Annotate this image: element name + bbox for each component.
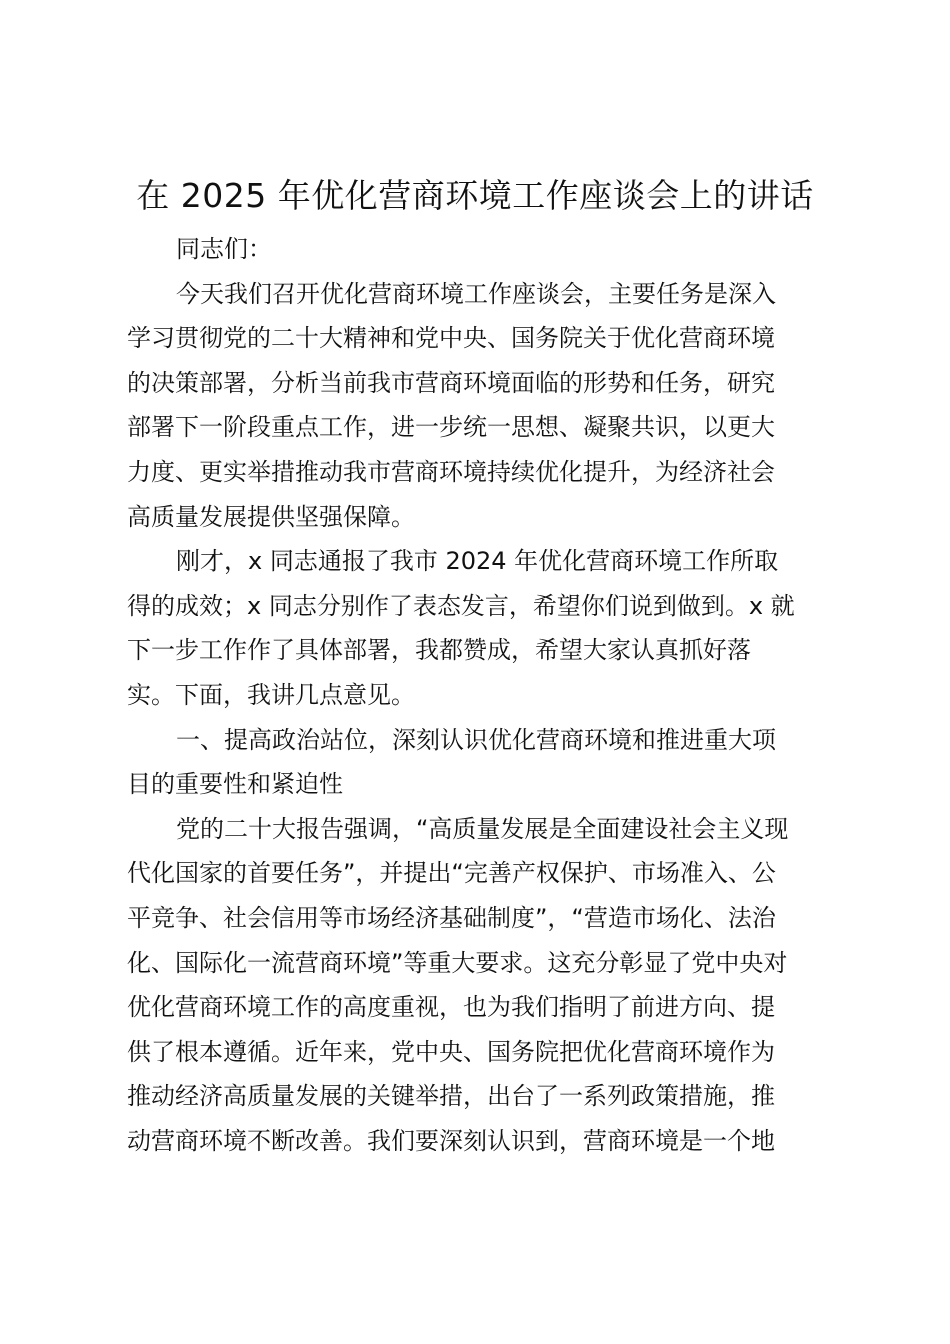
section-heading-line: 一、提高政治站位，深刻认识优化营商环境和推进重大项 bbox=[176, 725, 776, 754]
paragraph-line: 部署下一阶段重点工作，进一步统一思想、凝聚共识，以更大 bbox=[127, 413, 775, 442]
paragraph-line: 的决策部署，分析当前我市营商环境面临的形势和任务，研究 bbox=[127, 368, 775, 397]
paragraph-line: 学习贯彻党的二十大精神和党中央、国务院关于优化营商环境 bbox=[127, 324, 775, 353]
paragraph-line: 优化营商环境工作的高度重视，也为我们指明了前进方向、提 bbox=[127, 993, 775, 1022]
document-body bbox=[127, 227, 833, 1163]
paragraph-line: 供了根本遵循。近年来，党中央、国务院把优化营商环境作为 bbox=[127, 1037, 775, 1066]
paragraph-line: 代化国家的首要任务”，并提出“完善产权保护、市场准入、公 bbox=[127, 859, 776, 888]
paragraph-line: 今天我们召开优化营商环境工作座谈会，主要任务是深入 bbox=[176, 279, 776, 308]
section-heading-line: 目的重要性和紧迫性 bbox=[127, 770, 343, 799]
paragraph-line: 党的二十大报告强调，“高质量发展是全面建设社会主义现 bbox=[176, 814, 789, 843]
paragraph-line: 力度、更实举措推动我市营商环境持续优化提升，为经济社会 bbox=[127, 457, 775, 486]
paragraph-line: 平竞争、社会信用等市场经济基础制度”，“营造市场化、法治 bbox=[127, 903, 776, 932]
paragraph-line: 实。下面，我讲几点意见。 bbox=[127, 680, 415, 709]
paragraph-line: 刚才，x 同志通报了我市 2024 年优化营商环境工作所取 bbox=[176, 547, 779, 576]
paragraph-line: 动营商环境不断改善。我们要深刻认识到，营商环境是一个地 bbox=[127, 1126, 775, 1155]
document-title: 在 2025 年优化营商环境工作座谈会上的讲话 bbox=[136, 176, 814, 215]
salutation: 同志们： bbox=[176, 235, 272, 263]
paragraph-line: 下一步工作作了具体部署，我都赞成，希望大家认真抓好落 bbox=[127, 636, 751, 665]
paragraph-line: 化、国际化一流营商环境”等重大要求。这充分彰显了党中央对 bbox=[127, 948, 788, 977]
paragraph-line: 高质量发展提供坚强保障。 bbox=[127, 502, 415, 531]
paragraph-line: 得的成效；x 同志分别作了表态发言，希望你们说到做到。x 就 bbox=[127, 591, 795, 620]
paragraph-line: 推动经济高质量发展的关键举措，出台了一系列政策措施，推 bbox=[127, 1082, 775, 1111]
